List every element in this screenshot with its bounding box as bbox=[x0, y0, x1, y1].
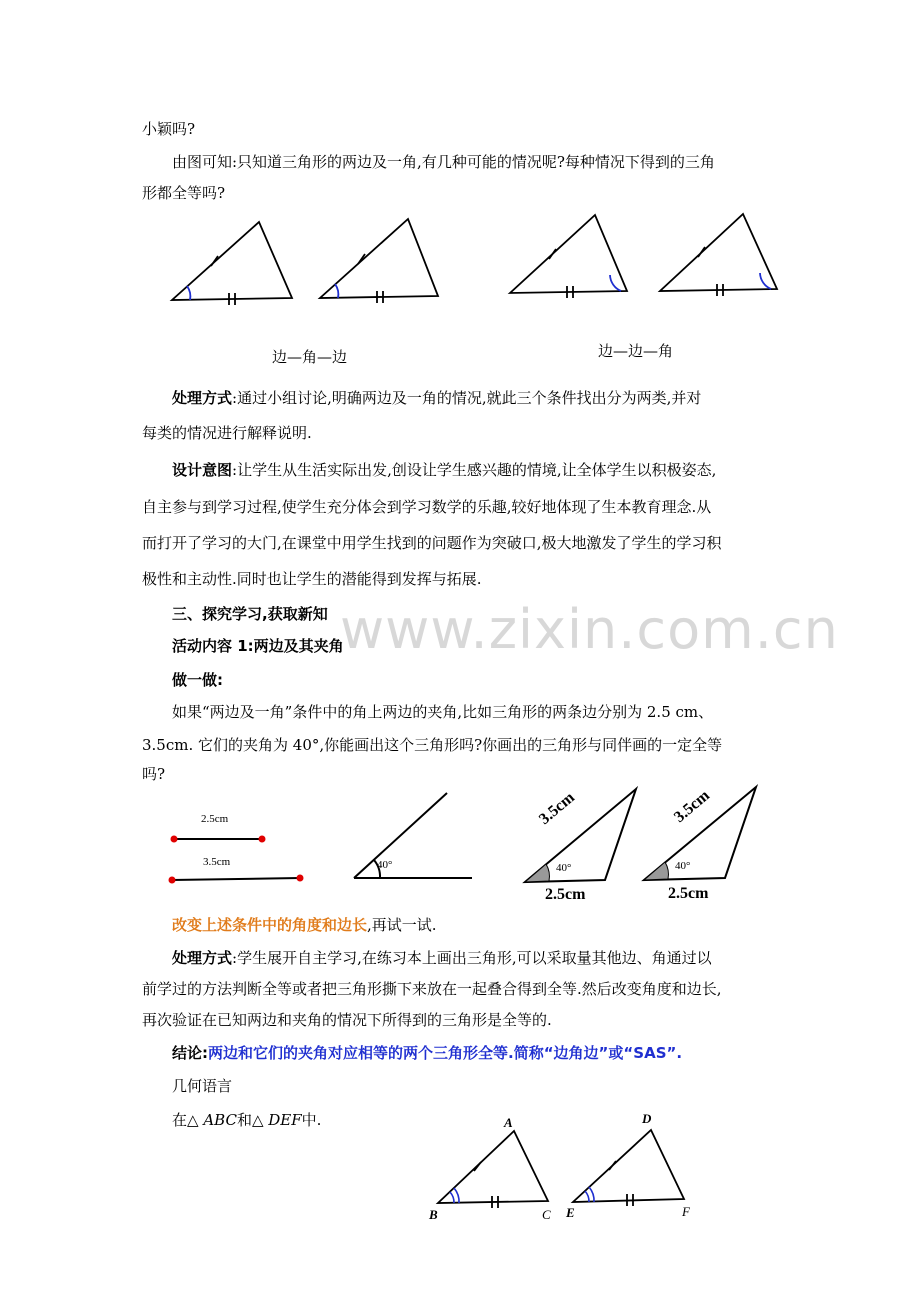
vertex-a-label: A bbox=[504, 1115, 513, 1130]
intro-line-2: 由图可知:只知道三角形的两边及一角,有几种可能的情况呢?每种情况下得到的三角 bbox=[172, 153, 715, 171]
handling-1-text: :通过小组讨论,明确两边及一角的情况,就此三个条件找出分为两类,并对 bbox=[232, 389, 702, 407]
vertex-f-label: F bbox=[682, 1204, 690, 1219]
segment-2-5cm-label: 2.5cm bbox=[201, 813, 229, 825]
caption-ssa: 边—边—角 bbox=[598, 342, 674, 360]
geometry-title: 几何语言 bbox=[172, 1077, 233, 1095]
design-label: 设计意图 bbox=[172, 461, 233, 479]
triangle-2-long-side-label: 3.5cm bbox=[671, 787, 713, 827]
caption-sas: 边—角—边 bbox=[272, 348, 348, 366]
handling-2-line-2: 前学过的方法判断全等或者把三角形撕下来放在一起叠合得到全等.然后改变角度和边长, bbox=[142, 980, 722, 998]
triangle-1-long-side-label: 3.5cm bbox=[536, 789, 578, 829]
section-3-title: 三、探究学习,获取新知 bbox=[172, 605, 328, 623]
triangle-2-angle-label: 40° bbox=[675, 860, 691, 872]
geometry-tri2: DEF bbox=[268, 1111, 302, 1129]
conclusion-text: 两边和它们的夹角对应相等的两个三角形全等.简称“边角边”或“SAS”. bbox=[208, 1044, 683, 1062]
do-it-heading: 做一做: bbox=[172, 671, 223, 689]
triangle-1-angle-label: 40° bbox=[556, 862, 572, 874]
conclusion-label: 结论: bbox=[172, 1044, 208, 1062]
segment-3-5cm-label: 3.5cm bbox=[203, 856, 231, 868]
intro-line-1: 小颖吗? bbox=[142, 120, 196, 138]
design-line-4: 极性和主动性.同时也让学生的潜能得到发挥与拓展. bbox=[142, 570, 482, 588]
watermark: www.zixin.com.cn bbox=[340, 598, 839, 661]
vertex-d-label: D bbox=[642, 1111, 652, 1126]
design-line-3: 而打开了学习的大门,在课堂中用学生找到的问题作为突破口,极大地激发了学生的学习积 bbox=[142, 534, 722, 552]
triangle-1-base-label: 2.5cm bbox=[545, 886, 586, 903]
design-text: :让学生从生活实际出发,创设让学生感兴趣的情境,让全体学生以积极姿态, bbox=[232, 461, 717, 479]
handling-2-text: :学生展开自主学习,在练习本上画出三角形,可以采取量其他边、角通过以 bbox=[232, 949, 712, 967]
triangle-2-base-label: 2.5cm bbox=[668, 885, 709, 902]
change-rest: ,再试一试. bbox=[367, 916, 437, 934]
section-3-p2: 3.5cm. 它们的夹角为 40°,你能画出这个三角形吗?你画出的三角形与同伴画的一定全等 bbox=[142, 736, 723, 754]
vertex-e-label: E bbox=[566, 1205, 575, 1220]
geometry-and: 和△ bbox=[236, 1111, 264, 1129]
change-highlight: 改变上述条件中的角度和边长 bbox=[172, 916, 368, 934]
handling-2-label: 处理方式 bbox=[172, 949, 233, 967]
geometry-suffix: 中. bbox=[301, 1111, 322, 1129]
section-3-p1: 如果“两边及一角”条件中的角上两边的夹角,比如三角形的两条边分别为 2.5 cm、 bbox=[172, 703, 714, 721]
triangle-abc bbox=[438, 1131, 548, 1203]
triangle-def bbox=[573, 1130, 684, 1202]
vertex-b-label: B bbox=[429, 1207, 438, 1222]
intro-line-3: 形都全等吗? bbox=[142, 184, 226, 202]
section-3-p3: 吗? bbox=[142, 765, 166, 783]
design-line-2: 自主参与到学习过程,使学生充分体会到学习数学的乐趣,较好地体现了生本教育理念.从 bbox=[142, 498, 712, 516]
handling-1-label: 处理方式 bbox=[172, 389, 233, 407]
activity-title: 活动内容 1:两边及其夹角 bbox=[172, 637, 344, 655]
angle-40-label: 40° bbox=[377, 859, 393, 871]
handling-1-line-2: 每类的情况进行解释说明. bbox=[142, 424, 312, 442]
geometry-in-prefix: 在△ bbox=[172, 1111, 199, 1129]
handling-2-line-3: 再次验证在已知两边和夹角的情况下所得到的三角形是全等的. bbox=[142, 1011, 552, 1029]
geometry-tri1: ABC bbox=[203, 1111, 237, 1129]
vertex-c-label: C bbox=[542, 1207, 551, 1222]
